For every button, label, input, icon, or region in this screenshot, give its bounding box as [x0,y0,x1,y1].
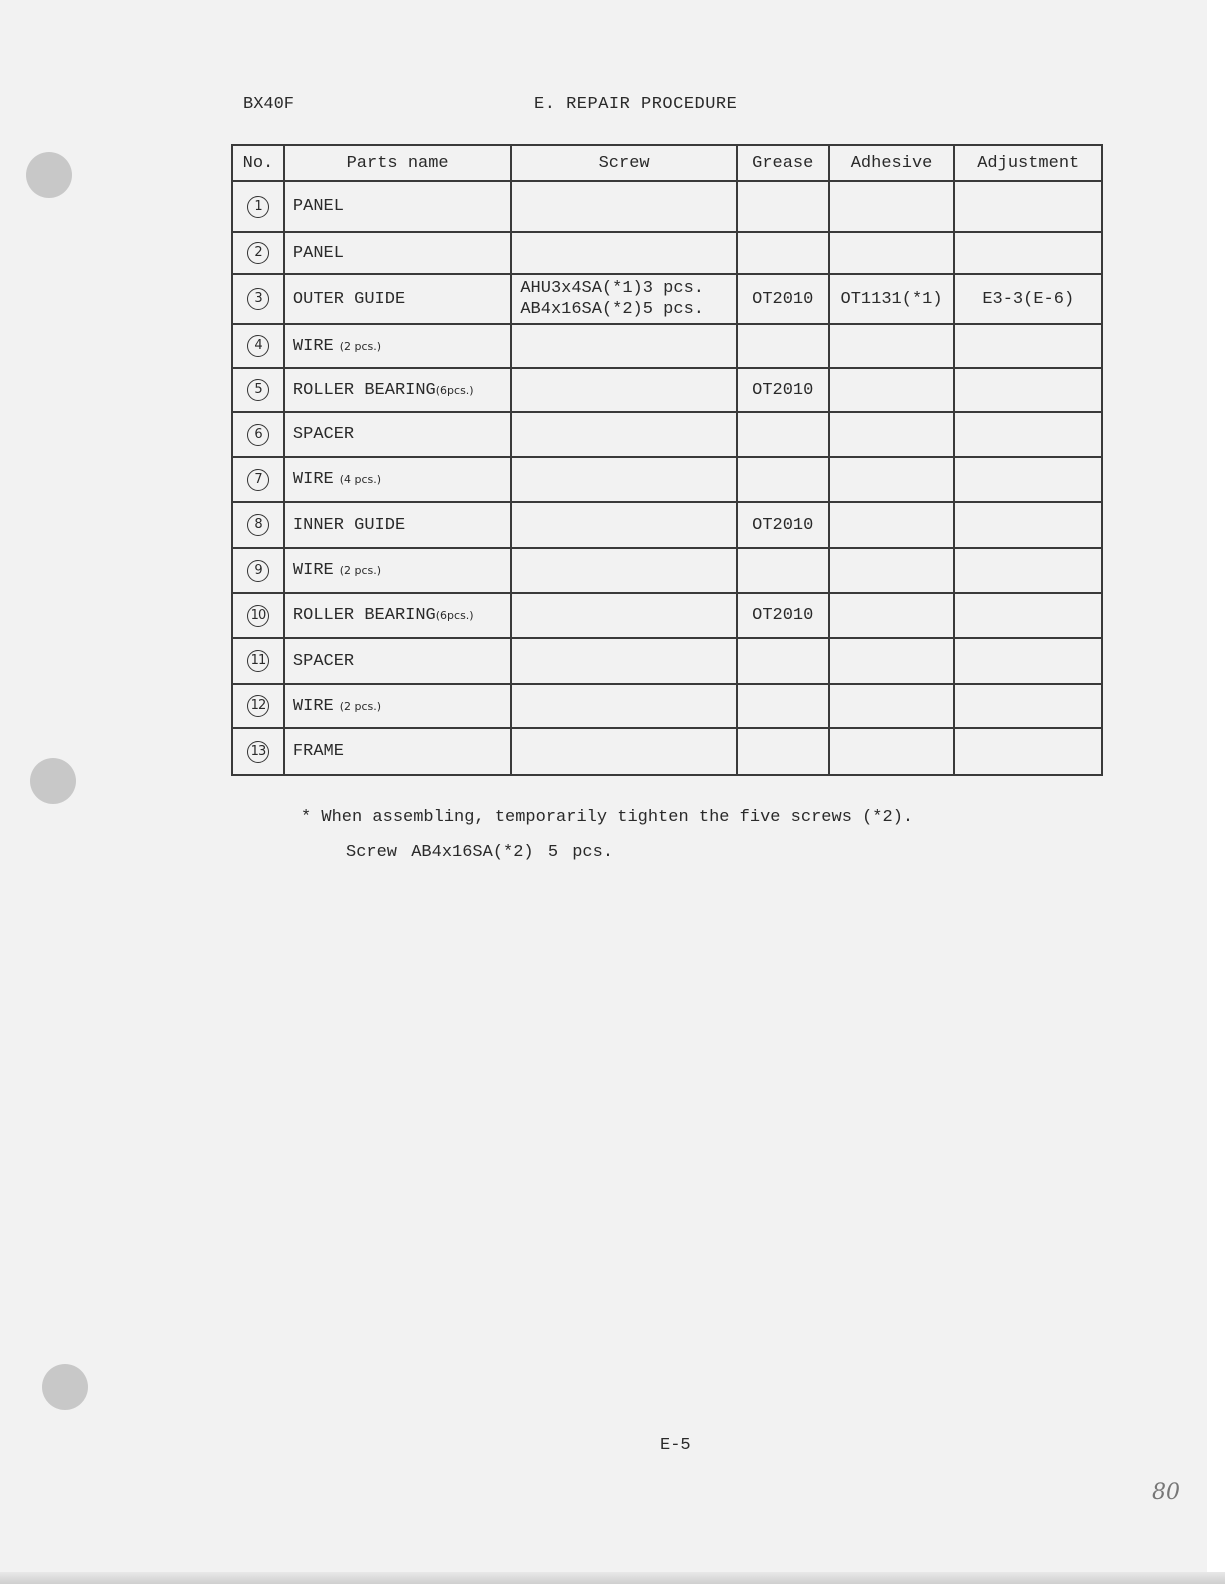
adjustment-value: E3-3(E-6) [982,289,1075,309]
row-number: 8 [247,514,269,536]
table-row [232,593,1102,638]
table-header-row [232,145,1102,181]
column-header-grease: Grease [737,145,829,181]
table-row [232,324,1102,368]
column-header-adhesive: Adhesive [829,145,955,181]
row-number: 2 [247,242,269,264]
page-number: E-5 [660,1436,691,1455]
page-edge [1207,0,1225,1584]
table-row [232,232,1102,274]
section-title: E. REPAIR PROCEDURE [534,95,738,114]
column-header-adjustment: Adjustment [954,145,1102,181]
part-quantity: (6pcs.) [435,383,474,397]
part-name: OUTER GUIDE [292,289,406,309]
table-row [232,638,1102,684]
assembly-note-screw: Screw AB4x16SA(*2) 5 pcs. [346,843,614,862]
row-number: 10 [247,605,269,627]
column-header-parts-name: Parts name [284,145,511,181]
parts-table [231,144,1103,776]
row-number: 13 [247,741,269,763]
model-label: BX40F [243,95,295,114]
part-quantity: (4 pcs.) [339,473,382,486]
part-name: PANEL [292,243,344,263]
assembly-note: * When assembling, temporarily tighten the five screws (*2). [301,808,914,827]
binder-hole-bottom [42,1364,88,1410]
column-header-no: No. [232,145,284,181]
screw-spec: AB4x16SA(*2)5 pcs. [520,300,704,319]
grease-value: OT2010 [752,289,814,309]
column-header-screw: Screw [511,145,737,181]
part-name: WIRE [292,336,334,356]
table-row [232,412,1102,457]
row-number: 4 [247,335,269,357]
row-number: 11 [247,650,269,672]
part-name: PANEL [292,197,344,216]
row-number: 9 [247,560,269,582]
table-row [232,502,1102,548]
part-quantity: (2 pcs.) [339,699,382,713]
table-row [232,684,1102,728]
part-name: ROLLER BEARING [292,380,436,400]
table-row [232,181,1102,232]
part-name: ROLLER BEARING [292,606,436,625]
table-row [232,457,1102,502]
page-shadow [0,1572,1225,1584]
grease-value: OT2010 [752,606,814,625]
adhesive-value: OT1131(*1) [840,289,943,309]
row-number: 5 [247,379,269,401]
table-row [232,728,1102,775]
grease-value: OT2010 [752,380,814,400]
screw-spec: AHU3x4SA(*1)3 pcs. [520,279,704,298]
part-quantity: (2 pcs.) [339,339,382,353]
binder-hole-top [26,152,72,198]
table-row [232,368,1102,412]
binder-hole-middle [30,758,76,804]
part-name: WIRE [292,561,334,580]
handwritten-mark: 80 [1152,1480,1180,1505]
part-name: FRAME [292,742,344,761]
part-name: WIRE [292,696,334,716]
row-number: 3 [247,288,269,310]
part-name: SPACER [292,425,355,444]
part-name: WIRE [292,470,334,489]
part-name: INNER GUIDE [292,515,406,535]
grease-value: OT2010 [752,515,814,535]
part-quantity: (6pcs.) [435,609,474,622]
table-row [232,548,1102,593]
part-quantity: (2 pcs.) [339,564,382,577]
table-row [232,274,1102,324]
part-name: SPACER [292,651,355,671]
row-number: 6 [247,424,269,446]
row-number: 1 [247,196,269,218]
row-number: 7 [247,469,269,491]
row-number: 12 [247,695,269,717]
